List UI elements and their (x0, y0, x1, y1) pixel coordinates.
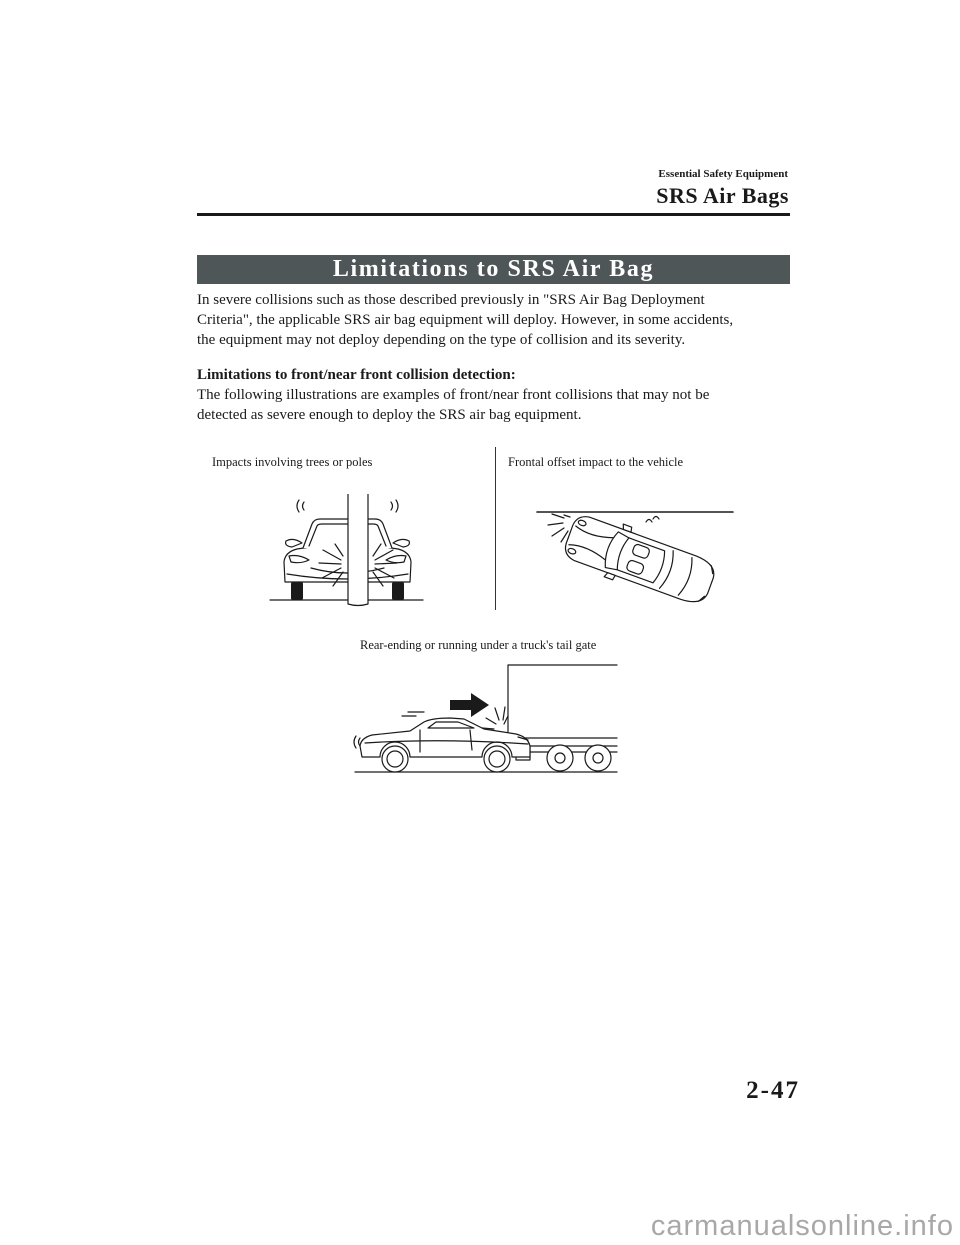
section-banner: Limitations to SRS Air Bag (197, 255, 790, 284)
impact-burst (482, 707, 508, 729)
car-under-truck-icon (350, 660, 622, 778)
direction-arrow-icon (450, 693, 489, 717)
vibration-marks (646, 517, 659, 523)
truck-wheel (547, 745, 573, 771)
front-detection-paragraph (197, 385, 709, 425)
intro-paragraph (197, 290, 733, 350)
paragraph-line: The following illustrations are examples of front/near front collisions that may not be (197, 387, 710, 403)
tire (392, 582, 404, 600)
truck-box (508, 665, 617, 738)
side-mirror (393, 539, 409, 547)
caption-frontal-offset: Frontal offset impact to the vehicle (508, 455, 684, 469)
pole (348, 494, 368, 606)
side-mirror (286, 539, 302, 547)
caption-trees-poles: Impacts involving trees or poles (212, 455, 373, 469)
illustration-divider (495, 447, 496, 610)
car-hitting-pole-icon (265, 488, 430, 610)
front-detection-heading: Limitations to front/near front collision detection: (197, 367, 516, 383)
page-title: SRS Air Bags (656, 183, 789, 208)
intro-line: In severe collisions such as those described previously in "SRS Air Bag Deployment (197, 292, 705, 308)
car-wheel (484, 746, 510, 772)
car-side-view (354, 712, 530, 772)
car-offset-wall-icon (528, 498, 740, 612)
intro-line: the equipment may not deploy depending on the type of collision and its severity. (197, 332, 686, 348)
truck-wheel (585, 745, 611, 771)
paragraph-line: detected as severe enough to deploy the SRS air bag equipment. (197, 407, 582, 423)
impact-burst (548, 514, 570, 542)
watermark: carmanualsonline.info (650, 1210, 954, 1242)
page-number: 2-47 (746, 1077, 800, 1104)
vibration-marks (297, 500, 304, 512)
car-top-view (560, 508, 720, 612)
car-wheel (382, 746, 408, 772)
car-body (562, 513, 719, 608)
vibration-marks (391, 500, 398, 512)
motion-lines (402, 712, 424, 716)
section-label: Essential Safety Equipment (658, 168, 788, 180)
vibration-marks (354, 736, 360, 748)
tire (291, 582, 303, 600)
intro-line: Criteria", the applicable SRS air bag equipment will deploy. However, in some accidents, (197, 312, 734, 328)
caption-truck-underride: Rear-ending or running under a truck's tail gate (360, 638, 597, 652)
header-rule (197, 213, 790, 216)
